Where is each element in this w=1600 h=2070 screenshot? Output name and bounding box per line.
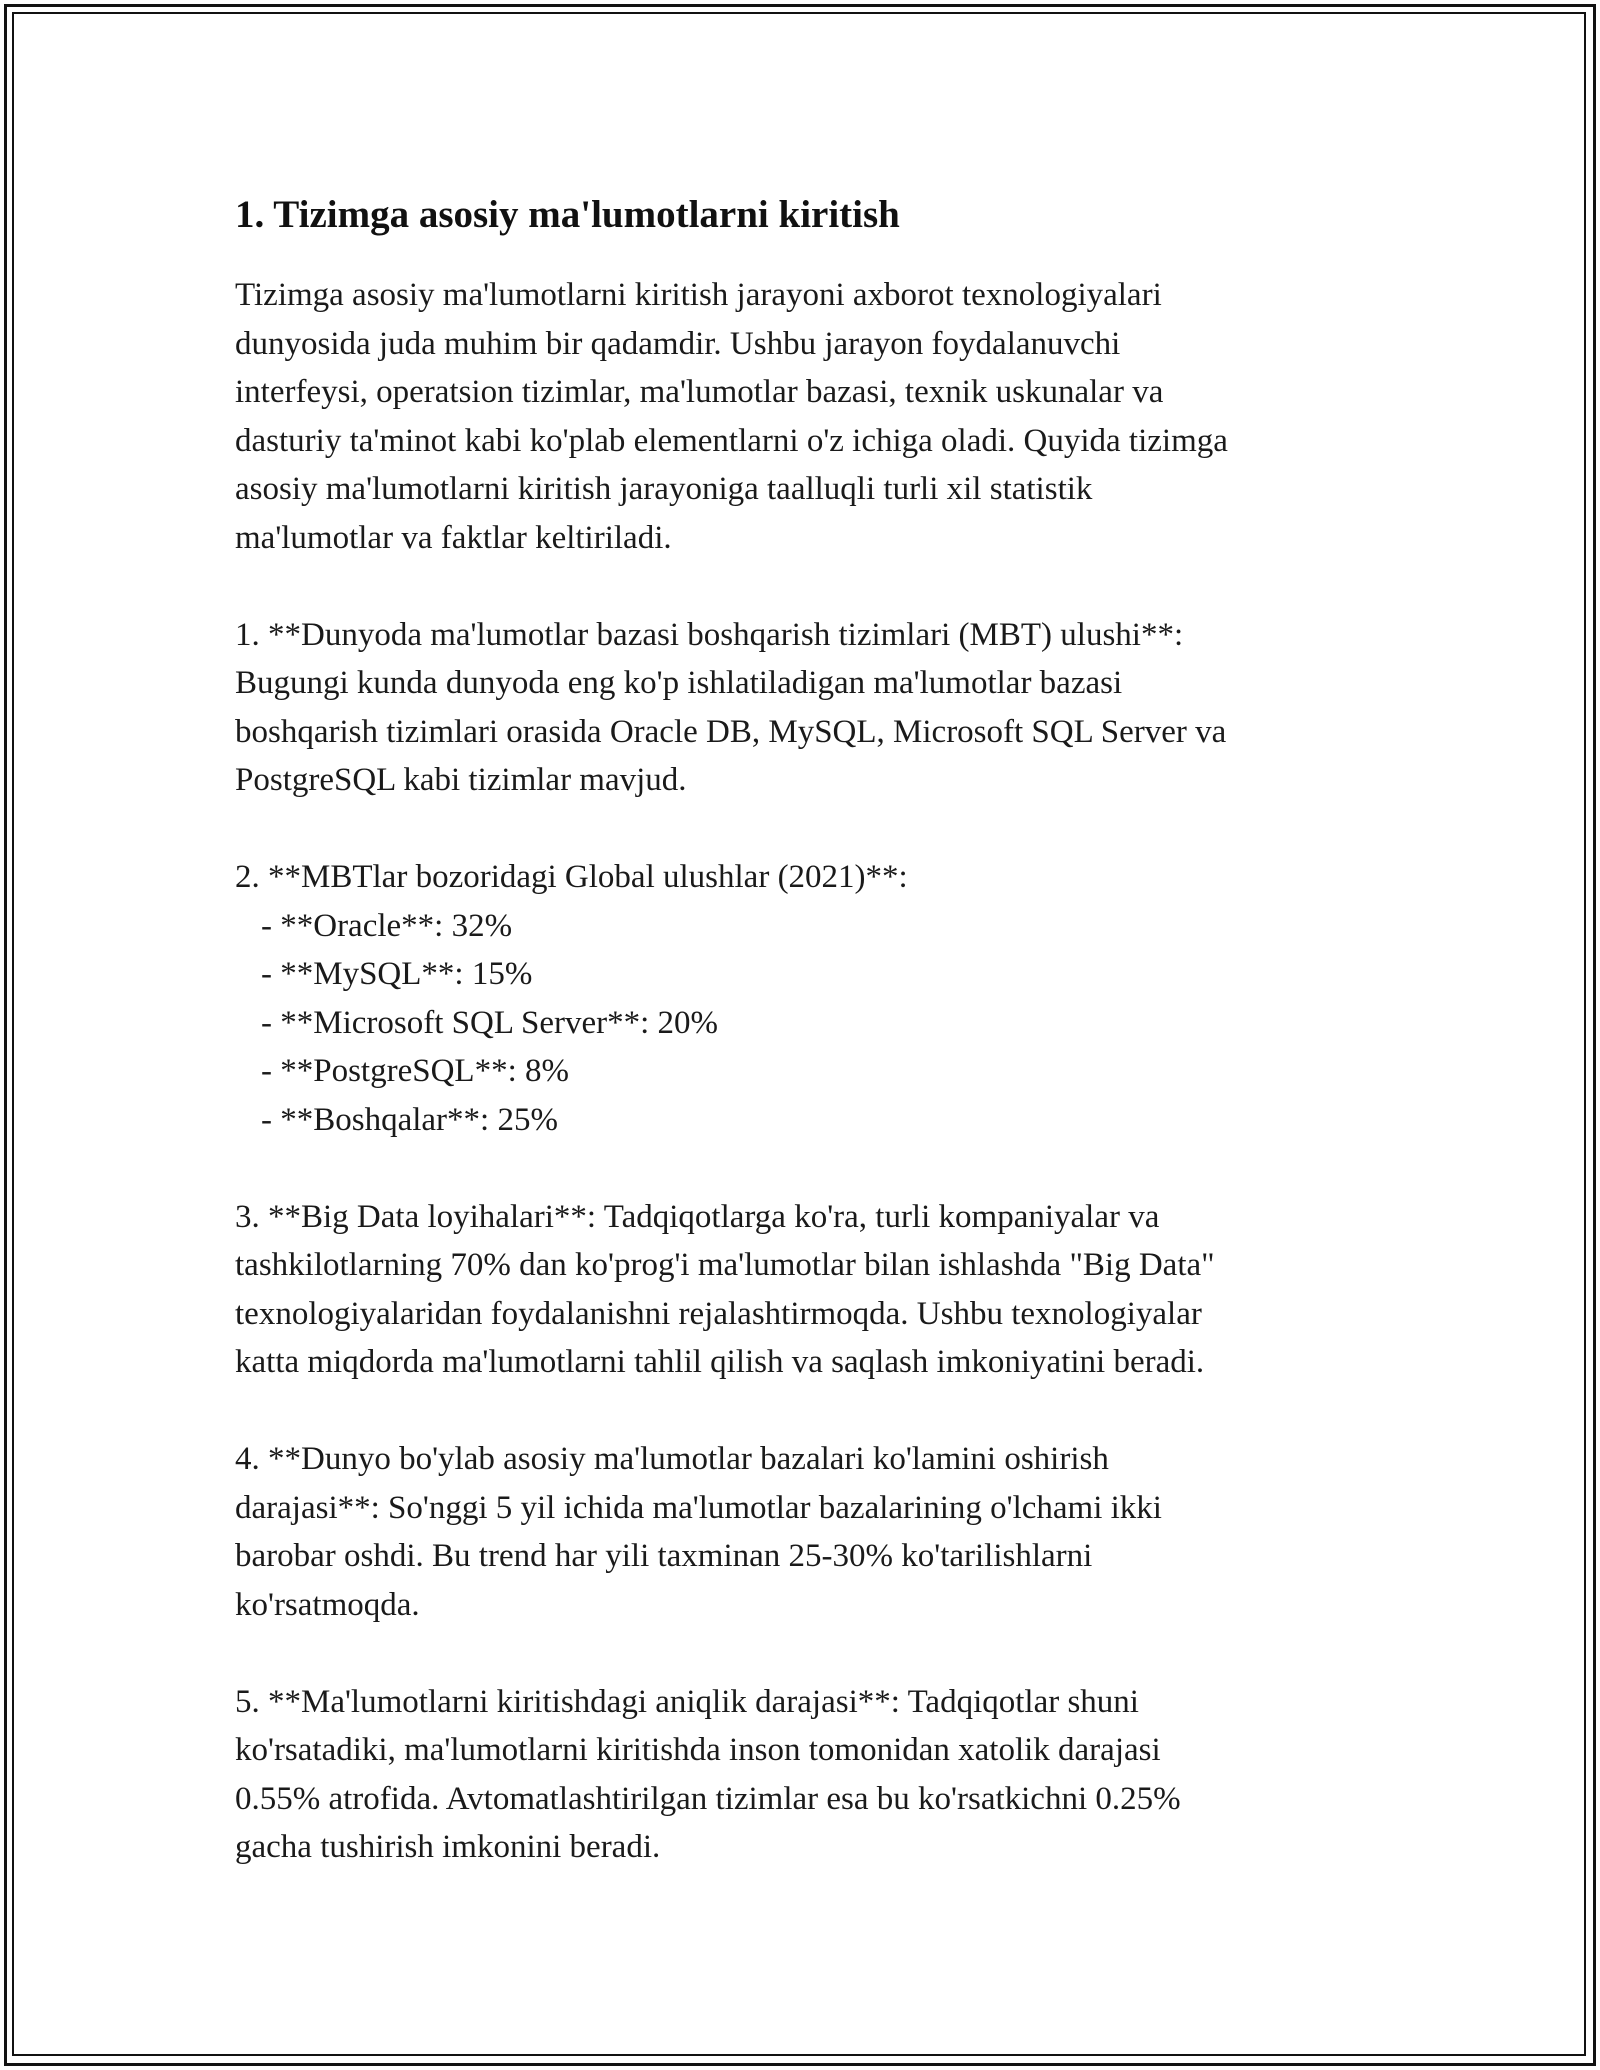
list-item-4: 4. **Dunyo bo'ylab asosiy ma'lumotlar bazalari ko'lamini oshirish darajasi**: So'nggi 5 yil ichida ma'lumotlar bazalarining o'lchami ikki barobar oshdi. Bu trend har yili taxminan 25-30% ko'tarilishlarni ko'rsatmoqda. [235, 1441, 1162, 1623]
list-item-1: 1. **Dunyoda ma'lumotlar bazasi boshqarish tizimlari (MBT) ulushi**: Bugungi kunda dunyoda eng ko'p ishlatiladigan ma'lumotlar bazasi boshqarish tizimlari orasida Oracle DB, MySQL, Microsoft SQL Server va PostgreSQL kabi tizimlar mavjud. [235, 616, 1227, 798]
paragraph-gap [235, 805, 1370, 854]
list-item-2-title: 2. **MBTlar bozoridagi Global ulushlar (2021)**: [235, 859, 908, 895]
document-body [235, 185, 1370, 1872]
paragraph-gap [235, 562, 1370, 611]
market-share-oracle: - **Oracle**: 32% [261, 907, 513, 944]
market-share-sql-server: - **Microsoft SQL Server**: 20% [261, 1004, 719, 1041]
intro-paragraph: Tizimga asosiy ma'lumotlarni kiritish jarayoni axborot texnologiyalari dunyosida juda muhim bir qadamdir. Ushbu jarayon foydalanuvchi interfeysi, operatsion tizimlar, ma'lumotlar bazasi, texnik uskunalar va dasturiy ta'minot kabi ko'plab elementlarni o'z ichiga oladi. Quyida tizimga asosiy ma'lumotlarni kiritish jarayoniga taalluqli turli xil statistik ma'lumotlar va faktlar keltiriladi. [235, 277, 1228, 556]
paragraph-gap [235, 1629, 1370, 1678]
market-share-others: - **Boshqalar**: 25% [261, 1101, 558, 1138]
list-item-5: 5. **Ma'lumotlarni kiritishdagi aniqlik darajasi**: Tadqiqotlar shuni ko'rsatadiki, ma'lumotlarni kiritishda inson tomonidan xatolik darajasi 0.55% atrofida. Avtomatlashtirilgan tizimlar esa bu ko'rsatkichni 0.25% gacha tushirish imkonini beradi. [235, 1683, 1181, 1865]
market-share-postgresql: - **PostgreSQL**: 8% [261, 1053, 569, 1089]
list-item-3: 3. **Big Data loyihalari**: Tadqiqotlarga ko'ra, turli kompaniyalar va tashkilotlarning 70% dan ko'prog'i ma'lumotlar bilan ishlashda "Big Data" texnologiyalaridan foydalanishni rejalashtirmoqda. Ushbu texnologiyalar katta miqdorda ma'lumotlarni tahlil qilish va saqlash imkoniyatini beradi. [235, 1198, 1215, 1380]
list-item-2 [235, 853, 1370, 1144]
section-heading: 1. Tizimga asosiy ma'lumotlarni kiritish [235, 193, 900, 236]
paragraph-gap [235, 1387, 1370, 1436]
paragraph-gap [235, 1144, 1370, 1193]
market-share-list [235, 902, 1370, 1145]
market-share-mysql: - **MySQL**: 15% [261, 956, 533, 992]
